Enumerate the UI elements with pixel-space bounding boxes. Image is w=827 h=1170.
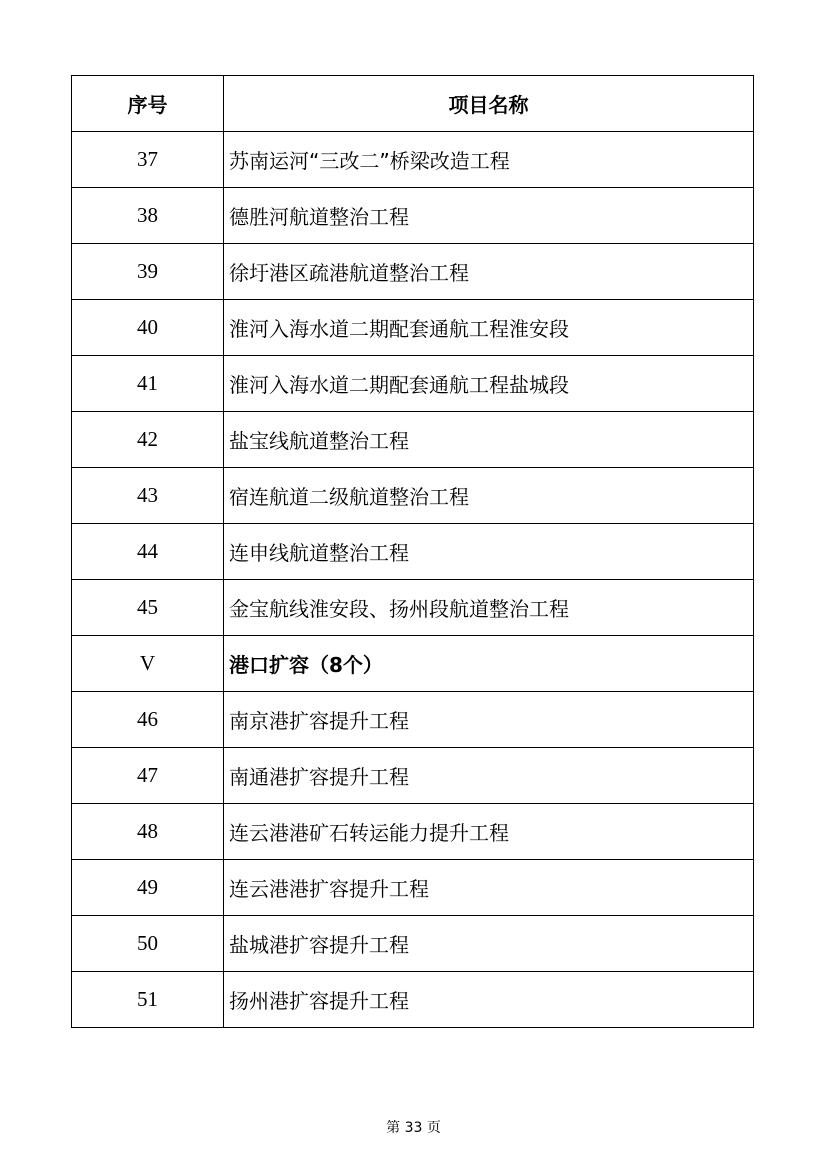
table-row: [72, 244, 754, 300]
serial-number-cell: 41: [72, 356, 224, 412]
project-name-cell: 德胜河航道整治工程: [224, 188, 754, 244]
table-row: [72, 300, 754, 356]
serial-number-cell: 38: [72, 188, 224, 244]
project-name-cell: 扬州港扩容提升工程: [224, 972, 754, 1028]
table-header-row: [72, 76, 754, 132]
table-row: [72, 356, 754, 412]
table-row: [72, 748, 754, 804]
table-row: [72, 916, 754, 972]
table-row: [72, 860, 754, 916]
serial-number-cell: 37: [72, 132, 224, 188]
project-name-cell: 金宝航线淮安段、扬州段航道整治工程: [224, 580, 754, 636]
project-name-cell: 盐城港扩容提升工程: [224, 916, 754, 972]
project-name-cell: 南京港扩容提升工程: [224, 692, 754, 748]
serial-number-cell: 48: [72, 804, 224, 860]
serial-number-cell: 45: [72, 580, 224, 636]
section-title-cell: 港口扩容（8个）: [224, 636, 754, 692]
serial-number-cell: 49: [72, 860, 224, 916]
serial-number-cell: 42: [72, 412, 224, 468]
table-row: [72, 692, 754, 748]
table-row: [72, 468, 754, 524]
table-row: [72, 972, 754, 1028]
serial-number-cell: 46: [72, 692, 224, 748]
table-row: [72, 804, 754, 860]
project-name-cell: 苏南运河“三改二”桥梁改造工程: [224, 132, 754, 188]
serial-number-cell: 50: [72, 916, 224, 972]
serial-number-cell: 43: [72, 468, 224, 524]
table-row: [72, 412, 754, 468]
serial-number-cell: 40: [72, 300, 224, 356]
header-serial-number: 序号: [72, 76, 224, 132]
header-project-name: 项目名称: [224, 76, 754, 132]
serial-number-cell: 47: [72, 748, 224, 804]
project-name-cell: 连云港港扩容提升工程: [224, 860, 754, 916]
table-row: [72, 524, 754, 580]
project-name-cell: 连申线航道整治工程: [224, 524, 754, 580]
project-name-cell: 徐圩港区疏港航道整治工程: [224, 244, 754, 300]
project-name-cell: 淮河入海水道二期配套通航工程淮安段: [224, 300, 754, 356]
table-body: [72, 132, 754, 1028]
project-name-cell: 宿连航道二级航道整治工程: [224, 468, 754, 524]
serial-number-cell: 39: [72, 244, 224, 300]
page-number: 第 33 页: [386, 1120, 441, 1136]
project-name-cell: 淮河入海水道二期配套通航工程盐城段: [224, 356, 754, 412]
project-name-cell: 盐宝线航道整治工程: [224, 412, 754, 468]
project-table: [71, 75, 754, 1028]
project-name-cell: 南通港扩容提升工程: [224, 748, 754, 804]
serial-number-cell: 44: [72, 524, 224, 580]
serial-number-cell: V: [72, 636, 224, 692]
table-row: [72, 580, 754, 636]
project-name-cell: 连云港港矿石转运能力提升工程: [224, 804, 754, 860]
section-row: [72, 636, 754, 692]
table-row: [72, 132, 754, 188]
serial-number-cell: 51: [72, 972, 224, 1028]
table-row: [72, 188, 754, 244]
